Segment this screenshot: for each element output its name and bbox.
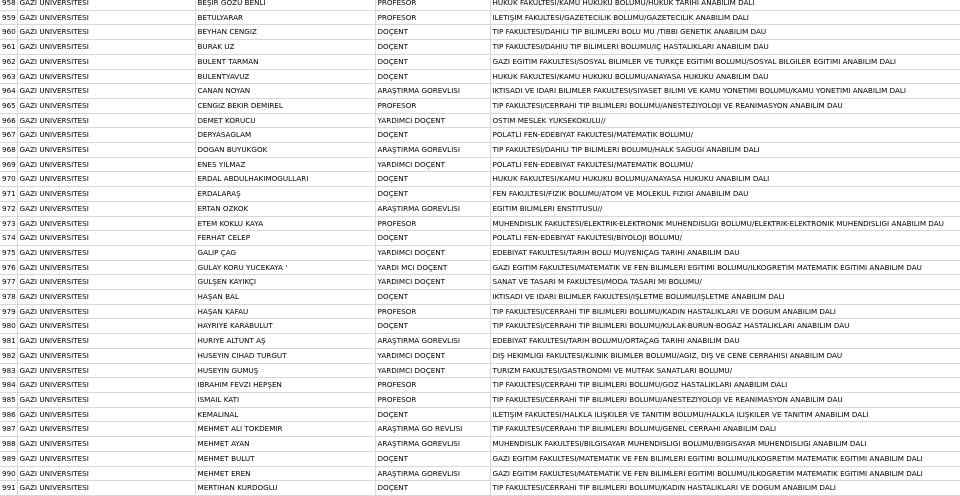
title-cell: ARAŞTIRMA GOREVLISI [375,143,490,158]
row-number-cell: 971 [0,187,17,202]
person-name-cell: HUSEYIN CIHAD TURGUT [195,348,375,363]
department-cell: POLATLI FEN-EDEBIYAT FAKULTESI/MATEMATIK BOLUMU/ [490,157,960,172]
department-cell: GAZI EGITIM FAKULTESI/SOSYAL BILIMLER VE TURKÇE EGITIMI BOLUMU/SOSYAL BILGILER EGITIMI ANABILIM DALI [490,54,960,69]
row-number-cell: S74 [0,231,17,246]
department-cell: TIP FAKULTESI/DAHIU TIP BILIMLERI BOLUMU/IÇ HASTALIKLARI ANABILIM DAU [490,40,960,55]
table-row [0,54,960,69]
title-cell: DOÇENT [375,54,490,69]
title-cell: ARAŞTIRMA GO REVLISI [375,422,490,437]
person-name-cell: HURIYE ALTUNT AŞ [195,334,375,349]
person-name-cell: HAŞAN BAL [195,290,375,305]
title-cell: DOÇENT [375,481,490,496]
person-name-cell: ERDAL ABDULHAKIMOGULLARI [195,172,375,187]
person-name-cell: HAYRIYE KARABULUT [195,319,375,334]
row-number-cell: 961 [0,40,17,55]
row-number-cell: 981 [0,334,17,349]
department-cell: POLATLI FEN-EDEBIYAT FAKULTESI/MATEMATIK BOLUMU/ [490,128,960,143]
title-cell: DOÇENT [375,290,490,305]
table-row [0,157,960,172]
person-name-cell: HAŞAN KAFAU [195,304,375,319]
person-name-cell: MEHMET AYAN [195,437,375,452]
row-number-cell: 983 [0,363,17,378]
title-cell: DOÇENT [375,172,490,187]
table-row [0,481,960,496]
department-cell: SANAT VE TASARI M FAKULTESI/MODA TASARI MI BOLUMU/ [490,275,960,290]
table-row [0,348,960,363]
person-name-cell: HUSEYIN GUMUŞ [195,363,375,378]
university-cell: GAZI UNIVERSITESI [17,216,195,231]
title-cell: ARAŞTIRMA GOREVLISI [375,334,490,349]
title-cell: YARDIMCI DOÇENT [375,157,490,172]
department-cell: MUHENDISLIK FAKULTESI/BILGISAYAR MUHENDISLIGI BOLUMU/BIIGISAYAR MUHENDISLIGI ANABILIM DALI [490,437,960,452]
row-number-cell: 976 [0,260,17,275]
table-row [0,172,960,187]
university-cell: GAZI UNIVERSITESI [17,231,195,246]
department-cell: GAZI EGITIM FAKULTESI/MATEMATIK VE FEN BILIMLERI EGITIMI BOLUMU/ILKOGRETIM MATEMATIK EGITIMI ANABILIM DALI [490,466,960,481]
row-number-cell: 965 [0,98,17,113]
table-row [0,290,960,305]
table-row [0,378,960,393]
department-cell: ILETIŞIM FAKULTESI/GAZETECILIK BOLUMU/GAZETECILIK ANABILIM DALI [490,10,960,25]
table-row [0,245,960,260]
person-name-cell: CANAN NOYAN [195,84,375,99]
title-cell: YARDIMCI DOÇENT [375,113,490,128]
person-name-cell: MEHMET BULUT [195,451,375,466]
title-cell: ARAŞTIRMA GOREVLISI [375,466,490,481]
person-name-cell: DERYASAGLAM [195,128,375,143]
person-name-cell: FERHAT CELEP [195,231,375,246]
title-cell: PROFESOR [375,98,490,113]
person-name-cell: ETEM KOKLU KAYA [195,216,375,231]
table-row [0,187,960,202]
title-cell: YARDI MCI DOÇENT [375,260,490,275]
row-number-cell: 990 [0,466,17,481]
title-cell: DOÇENT [375,319,490,334]
table-row [0,0,960,10]
row-number-cell: 969 [0,157,17,172]
university-cell: GAZI UNIVERSITESI [17,304,195,319]
table-row [0,363,960,378]
table-row [0,437,960,452]
table-row [0,216,960,231]
title-cell: DOÇENT [375,40,490,55]
person-name-cell: IBRAHIM FEVZI HEPŞEN [195,378,375,393]
university-cell: GAZI UNIVERSITESI [17,378,195,393]
table-row [0,319,960,334]
department-cell: TIP FAKULTESI/CERRAHI TIP BILIMLERI BOLUMU/ANESTEZIYOLOJI VE REANIMASYON ANABILIM DAU [490,98,960,113]
row-number-cell: 978 [0,290,17,305]
department-cell: HUKUK FAKULTESI/KAMU HUKUKU BOLUMU/ANAYASA HUKUKU ANABILIM DAU [490,69,960,84]
department-cell: TIP FAKULTESI/DAHILI TIP BILIMLERI BOLU MU /TIBBI GENETIK ANABILIM DAU [490,25,960,40]
title-cell: YARDIMCI DOÇENT [375,275,490,290]
title-cell: PROFESOR [375,304,490,319]
university-cell: GAZI UNIVERSITESI [17,437,195,452]
table-row [0,84,960,99]
university-cell: GAZI UNIVERSITESI [17,10,195,25]
university-cell: GAZI UNIVERSITESI [17,319,195,334]
person-name-cell: BEYHAN CENGIZ [195,25,375,40]
department-cell: MUHENDISLIK FAKULTESI/ELEKTRIK-ELEKTRONIK MUHENDISLIGI BOLUMU/ELEKTRIK-ELEKTRONIK MUHENDISLIGI ANABILIM DAU [490,216,960,231]
table-row [0,275,960,290]
university-cell: GAZI UNIVERSITESI [17,54,195,69]
university-cell: GAZI UNIVERSITESI [17,172,195,187]
person-name-cell: MEHMET ALI TOKDEMIR [195,422,375,437]
title-cell: DOÇENT [375,187,490,202]
title-cell: ARAŞTIRMA GOREVLISI [375,84,490,99]
university-cell: GAZI UNIVERSITESI [17,201,195,216]
person-name-cell: ISMAIL KATI [195,392,375,407]
university-cell: GAZI UNIVERSITESI [17,422,195,437]
person-name-cell: GULAY KORU YUCEKAYA ' [195,260,375,275]
table-row [0,260,960,275]
title-cell: DOÇENT [375,407,490,422]
row-number-cell: 989 [0,451,17,466]
university-cell: GAZI UNIVERSITESI [17,98,195,113]
university-cell: GAZI UNIVERSITESI [17,40,195,55]
row-number-cell: 958 [0,0,17,10]
person-name-cell: CENGIZ BEKIR DEMIREL [195,98,375,113]
department-cell: IKTISADI VE IDARI BILIMLER FAKULTESI/SIYASET BILIMI VE KAMU YONETIMI BOLUMU/KAMU YONETIMI ANABILIM DALI [490,84,960,99]
title-cell: ARAŞTIRMA GOREVLISI [375,437,490,452]
person-name-cell: BULENT TARMAN [195,54,375,69]
department-cell: DIŞ HEKIMLIGI FAKULTESI/KLINIK BILIMLER BOLUMU/AGIZ, DIŞ VE CENE CERRAHISI ANABILIM DAU [490,348,960,363]
title-cell: PROFESOR [375,378,490,393]
row-number-cell: 972 [0,201,17,216]
title-cell: ARAŞTIRMA GOREVLISI [375,201,490,216]
title-cell: DOÇENT [375,128,490,143]
row-number-cell: 977 [0,275,17,290]
table-row [0,143,960,158]
person-name-cell: DEMET KORUCU [195,113,375,128]
title-cell: DOÇENT [375,451,490,466]
university-cell: GAZI UNIVERSITESI [17,407,195,422]
department-cell: TIP FAKULTESI/CERRAHI TIP BILIMLERI BOLUMU/KADIN HASTALIKLARI VE DOGUM ANABILIM DALI [490,481,960,496]
row-number-cell: 975 [0,245,17,260]
title-cell: YARDIMCI DOÇENT [375,245,490,260]
row-number-cell: 991 [0,481,17,496]
university-cell: GAZI UNIVERSITESI [17,128,195,143]
table-row [0,128,960,143]
row-number-cell: 964 [0,84,17,99]
university-cell: GAZI UNIVERSITESI [17,0,195,10]
title-cell: PROFESOR [375,10,490,25]
row-number-cell: 963 [0,69,17,84]
department-cell: TIP FAKULTESI/CERRAHI TIP BILIMLERI BOLUMU/KULAK-BURUN-BOGAZ HASTALIKLARI ANABILIM DAU [490,319,960,334]
university-cell: GAZI UNIVERSITESI [17,275,195,290]
table-row [0,392,960,407]
university-cell: GAZI UNIVERSITESI [17,260,195,275]
table-row [0,304,960,319]
row-number-cell: 973 [0,216,17,231]
title-cell: DOÇENT [375,69,490,84]
person-name-cell: BULENTYAVUZ [195,69,375,84]
department-cell: OSTIM MESLEK YUKSEKOKULU// [490,113,960,128]
row-number-cell: 985 [0,392,17,407]
university-cell: GAZI UNIVERSITESI [17,187,195,202]
table-row [0,98,960,113]
row-number-cell: 968 [0,143,17,158]
row-number-cell: 984 [0,378,17,393]
department-cell: TURIZM FAKULTESI/GASTRONOMI VE MUTFAK SANATLARI BOLUMU/ [490,363,960,378]
university-cell: GAZI UNIVERSITESI [17,69,195,84]
row-number-cell: 980 [0,319,17,334]
row-number-cell: 966 [0,113,17,128]
row-number-cell: 986 [0,407,17,422]
title-cell: DOÇENT [375,231,490,246]
department-cell: TIP FAKULTESI/CERRAHI TIP BILIMLERI BOLUMU/GOZ HASTALIKLARI ANABILIM DALI [490,378,960,393]
department-cell: HUKUK FAKULTESI/KAMU HUKUKU BOLUMU/HUKUK TARIHI ANABILIM DALI [490,0,960,10]
department-cell: TIP FAKULTESI/DAHILI TIP BILIMLERI BOLUMU/HALK SAGUGI ANABILIM DALI [490,143,960,158]
university-cell: GAZI UNIVERSITESI [17,290,195,305]
row-number-cell: 970 [0,172,17,187]
table-row [0,466,960,481]
university-cell: GAZI UNIVERSITESI [17,113,195,128]
university-cell: GAZI UNIVERSITESI [17,363,195,378]
row-number-cell: 987 [0,422,17,437]
department-cell: EDEBIYAT FAKULTESI/TARIH BOLU MU/YENIÇAG TARIHI ANABILIM DAU [490,245,960,260]
university-cell: GAZI UNIVERSITESI [17,245,195,260]
university-cell: GAZI UNIVERSITESI [17,157,195,172]
person-name-cell: ERDALARAŞ [195,187,375,202]
department-cell: TIP FAKULTESI/CERRAHI TIP BILIMLERI BOLUMU/ANESTEZIYOLOJI VE REANIMASYON ANABILIM DAU [490,392,960,407]
department-cell: EGITIM BILIMLERI ENSTITUSU// [490,201,960,216]
person-name-cell: BETULYARAR [195,10,375,25]
person-name-cell: MEHMET EREN [195,466,375,481]
university-cell: GAZI UNIVERSITESI [17,84,195,99]
person-name-cell: GULŞEN KAYIKÇI [195,275,375,290]
university-cell: GAZI UNIVERSITESI [17,451,195,466]
university-cell: GAZI UNIVERSITESI [17,466,195,481]
department-cell: HUKUK FAKULTESI/KAMU HUKUKU BOLUMU/ANAYASA HUKUKU ANABILIM DALI [490,172,960,187]
row-number-cell: 982 [0,348,17,363]
row-number-cell: 962 [0,54,17,69]
department-cell: TIP FAKULTESI/CERRAHI TIP BILIMLERI BOLUMU/KADIN HASTALIKLARI VE DOGUM ANABILIM DALI [490,304,960,319]
department-cell: FEN FAKULTESI/FIZIK BOLUMU/ATOM VE MOLEKUL FIZIGI ANABILIM DAU [490,187,960,202]
university-cell: GAZI UNIVERSITESI [17,334,195,349]
row-number-cell: 959 [0,10,17,25]
department-cell: ILETIŞIM FAKULTESI/HALKLA ILIŞKILER VE TANITIM BOLUMU/HALKLA ILIŞKILER VE TANITIM ANABILIM DALI [490,407,960,422]
department-cell: POLATLI FEN-EDEBIYAT FAKULTESI/BIYOLOJI BOLUMU/ [490,231,960,246]
row-number-cell: 967 [0,128,17,143]
table-row [0,407,960,422]
person-name-cell: KEMALINAL [195,407,375,422]
person-name-cell: BEŞIR GOZU BENLI [195,0,375,10]
row-number-cell: 979 [0,304,17,319]
title-cell: YARDIMCI DOÇENT [375,348,490,363]
table-row [0,113,960,128]
university-cell: GAZI UNIVERSITESI [17,392,195,407]
table-row [0,334,960,349]
person-name-cell: ENES YILMAZ [195,157,375,172]
title-cell: PROFESOR [375,216,490,231]
department-cell: GAZI EGITIM FAKULTESI/MATEMATIK VE FEN BILIMLERI EGITIMI BOLUMU/ILKOGRETIM MATEMATIK EGITIMI ANABILIM DAU [490,260,960,275]
title-cell: DOÇENT [375,25,490,40]
department-cell: EDEBIYAT FAKULTESI/TARIH BOLUMU/ORTAÇAG TARIHI ANABILIM DAU [490,334,960,349]
table-row [0,422,960,437]
title-cell: PROFESOR [375,392,490,407]
table-row [0,25,960,40]
person-name-cell: GALIP ÇAG [195,245,375,260]
title-cell: PROFESOR [375,0,490,10]
university-cell: GAZI UNIVERSITESI [17,143,195,158]
row-number-cell: 988 [0,437,17,452]
person-name-cell: MERTIHAN KURDOGLU [195,481,375,496]
department-cell: GAZI EGITIM FAKULTESI/MATEMATIK VE FEN BILIMLERI EGITIMI BOLUMU/ILKOGRETIM MATEMATIK EGITIMI ANABILIM DALI [490,451,960,466]
person-name-cell: ERTAN OZKOK [195,201,375,216]
department-cell: TIP FAKULTESI/CERRAHI TIP BILIMLERI BOLUMU/GENEL CERRAHI ANABILIM DALI [490,422,960,437]
department-cell: IKTISADI VE IDARI BILIMLER FAKULTESI/IŞLETME BOLUMU/IŞLETME ANABILIM DALI [490,290,960,305]
title-cell: YARDIMCI DOÇENT [375,363,490,378]
university-cell: GAZI UNIVERSITESI [17,348,195,363]
table-row [0,10,960,25]
row-number-cell: 960 [0,25,17,40]
table-row [0,69,960,84]
table-row [0,231,960,246]
table-row [0,201,960,216]
person-name-cell: BURAK UZ [195,40,375,55]
table-row [0,40,960,55]
university-cell: GAZI UNIVERSITESI [17,481,195,496]
person-name-cell: DOGAN BUYUKGOK [195,143,375,158]
university-cell: GAZI UNIVERSITESI [17,25,195,40]
